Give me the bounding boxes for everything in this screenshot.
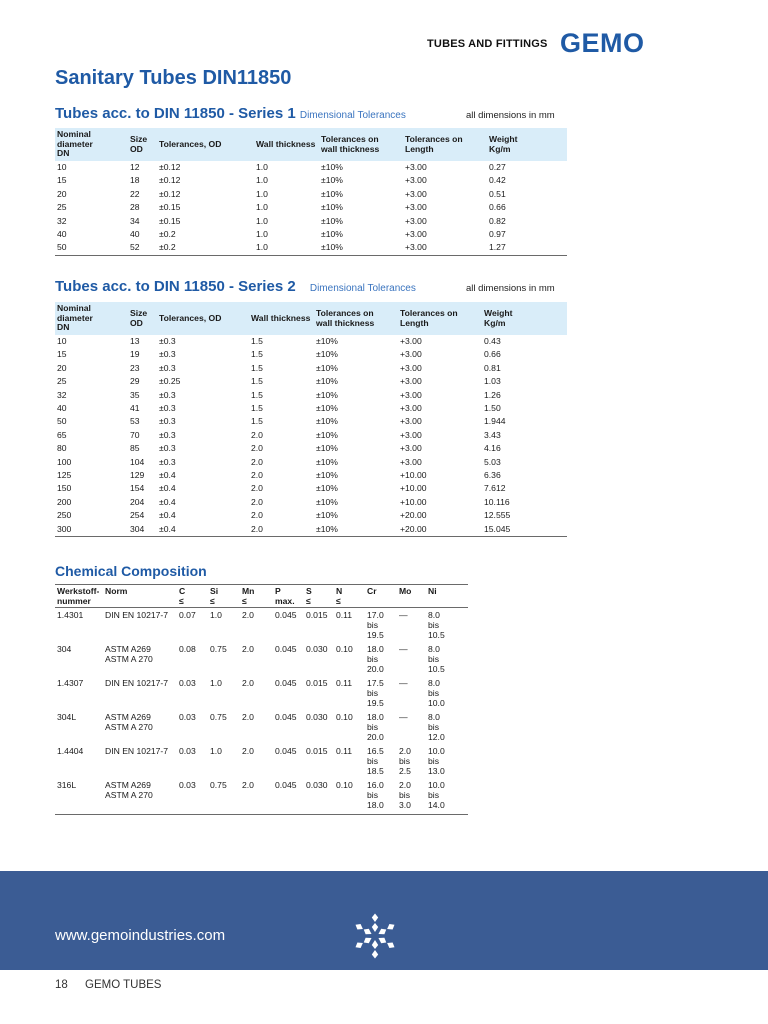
- table-cell: 1.0: [210, 678, 222, 688]
- table-cell: 0.045: [275, 644, 297, 654]
- series1-col-header: Tolerances, OD: [157, 128, 254, 161]
- table-cell: 254: [130, 510, 145, 521]
- table-cell: 23: [130, 362, 140, 373]
- table-cell: 13: [130, 336, 140, 346]
- table-cell: 0.045: [275, 610, 297, 620]
- table-cell: 0.030: [304, 780, 334, 815]
- table-cell: ±10%: [321, 175, 343, 186]
- series2-units-note: all dimensions in mm: [466, 283, 555, 294]
- table-cell: 20: [57, 362, 67, 373]
- table-row: [55, 608, 468, 645]
- series1-units-note: all dimensions in mm: [466, 110, 555, 121]
- table-cell: ±0.25: [159, 376, 181, 387]
- table-cell: 12: [130, 162, 140, 172]
- table-row: [55, 402, 567, 415]
- table-cell: 10.0 bis 13.0: [428, 746, 445, 776]
- table-cell: ±0.4: [159, 470, 176, 481]
- table-cell: 0.11: [336, 678, 353, 688]
- table-row: [55, 375, 567, 388]
- table-row: [55, 482, 567, 495]
- table-row: [55, 429, 567, 442]
- table-cell: ±10%: [316, 470, 338, 481]
- chemical-col-header: C ≤: [177, 585, 208, 608]
- table-cell: ±0.4: [159, 496, 176, 507]
- table-cell: +3.00: [400, 456, 422, 467]
- table-row: [55, 712, 468, 746]
- table-cell: 1.0: [256, 162, 268, 172]
- table-cell: ±0.15: [159, 215, 181, 226]
- table-cell: 0.75: [210, 644, 227, 654]
- table-cell: ±10%: [316, 416, 338, 427]
- table-cell: 0.11: [336, 746, 353, 756]
- table-cell: 150: [57, 483, 72, 494]
- table-cell: DIN EN 10217-7: [105, 746, 169, 756]
- series2-header-row: [55, 302, 567, 335]
- table-cell: ±0.15: [159, 202, 181, 213]
- table-cell: 1.50: [484, 403, 501, 414]
- table-cell: 154: [130, 483, 145, 494]
- table-cell: ±0.12: [159, 175, 181, 186]
- table-row: [55, 348, 567, 361]
- series1-col-header: Wall thickness: [254, 128, 319, 161]
- table-cell: +3.00: [400, 349, 422, 360]
- table-cell: 0.27: [489, 162, 506, 172]
- table-cell: 34: [130, 215, 140, 226]
- table-cell: +10.00: [400, 496, 427, 507]
- table-cell: 0.43: [484, 336, 501, 346]
- table-cell: 0.81: [484, 362, 501, 373]
- table-cell: 22: [130, 188, 140, 199]
- page-number: 18: [55, 979, 68, 991]
- table-cell: 10.116: [484, 496, 510, 507]
- table-row: [55, 241, 567, 255]
- table-cell: 2.0 bis 2.5: [399, 746, 411, 776]
- table-cell: 0.045: [275, 678, 297, 688]
- table-cell: 15: [57, 349, 67, 360]
- table-cell: 0.015: [306, 746, 328, 756]
- table-cell: 29: [130, 376, 140, 387]
- table-cell: 2.0: [242, 712, 254, 722]
- table-cell: 1.5: [251, 403, 263, 414]
- series2-table-body: [55, 335, 567, 537]
- table-cell: ±0.3: [159, 389, 176, 400]
- table-cell: 1.0: [256, 229, 268, 240]
- table-cell: ±10%: [316, 349, 338, 360]
- table-cell: +3.00: [400, 376, 422, 387]
- table-cell: 40: [57, 229, 67, 240]
- table-cell: 3.43: [484, 429, 501, 440]
- chemical-table-body: [55, 608, 468, 815]
- table-cell: 2.0: [251, 483, 263, 494]
- chemical-col-header: S ≤: [304, 585, 334, 608]
- table-row: [55, 509, 567, 522]
- table-cell: 0.75: [208, 780, 240, 815]
- table-cell: 2.0: [251, 510, 263, 521]
- series2-subtitle: Dimensional Tolerances: [309, 283, 416, 294]
- table-cell: 0.08: [179, 644, 196, 654]
- table-cell: ±0.2: [159, 229, 176, 240]
- table-cell: 80: [57, 443, 67, 454]
- table-cell: 20: [57, 188, 67, 199]
- table-cell: 32: [57, 215, 67, 226]
- table-cell: 2.0 bis 3.0: [397, 780, 426, 815]
- table-cell: 2.0: [251, 429, 263, 440]
- table-row: [55, 644, 468, 678]
- table-cell: ±10%: [316, 510, 338, 521]
- table-cell: 0.66: [484, 349, 501, 360]
- table-cell: 0.045: [273, 780, 304, 815]
- table-cell: 10.0 bis 14.0: [426, 780, 468, 815]
- table-cell: 0.66: [489, 202, 506, 213]
- table-cell: 0.015: [306, 678, 328, 688]
- table-cell: 0.03: [179, 746, 196, 756]
- table-cell: ±0.3: [159, 362, 176, 373]
- section-label: TUBES AND FITTINGS: [427, 38, 548, 50]
- table-cell: ±10%: [321, 229, 343, 240]
- chemical-title: Chemical Composition: [55, 563, 207, 579]
- series2-col-header: Weight Kg/m: [482, 302, 567, 335]
- chemical-col-header: Norm: [103, 585, 177, 608]
- table-cell: +3.00: [405, 162, 427, 172]
- table-cell: 1.5: [251, 389, 263, 400]
- table-cell: +3.00: [400, 443, 422, 454]
- table-cell: 304: [57, 644, 72, 654]
- table-cell: 2.0: [242, 644, 254, 654]
- table-row: [55, 523, 567, 537]
- table-cell: 19: [130, 349, 140, 360]
- table-cell: 4.16: [484, 443, 501, 454]
- table-cell: ±0.12: [159, 162, 181, 172]
- table-cell: 10: [57, 162, 67, 172]
- series2-title: [55, 278, 416, 295]
- table-cell: 25: [57, 376, 67, 387]
- table-cell: 70: [130, 429, 140, 440]
- table-cell: 0.015: [306, 610, 328, 620]
- series2-col-header: Nominal diameter DN: [55, 302, 128, 335]
- table-cell: 15: [57, 175, 67, 186]
- table-cell: 2.0: [242, 610, 254, 620]
- table-cell: 18.0 bis 20.0: [367, 712, 384, 742]
- table-cell: 1.0: [210, 610, 222, 620]
- table-cell: ±10%: [316, 362, 338, 373]
- table-row: [55, 188, 567, 201]
- table-cell: ±0.3: [159, 443, 176, 454]
- table-cell: 0.42: [489, 175, 506, 186]
- table-cell: ±10%: [316, 336, 338, 346]
- table-cell: ±0.3: [159, 403, 176, 414]
- series1-subtitle: Dimensional Tolerances: [299, 110, 406, 121]
- brand-logo: GEMO: [560, 28, 645, 58]
- table-cell: 8.0 bis 10.5: [428, 644, 445, 674]
- table-cell: ±10%: [316, 443, 338, 454]
- table-cell: 41: [130, 403, 140, 414]
- table-cell: 18: [130, 175, 140, 186]
- table-cell: 0.10: [336, 712, 353, 722]
- table-cell: ±10%: [316, 403, 338, 414]
- table-cell: 1.0: [210, 746, 222, 756]
- table-cell: 65: [57, 429, 67, 440]
- series2-table: [55, 302, 567, 537]
- table-cell: 2.0: [251, 443, 263, 454]
- table-row: [55, 161, 567, 174]
- table-cell: 1.03: [484, 376, 501, 387]
- table-cell: 0.030: [306, 712, 328, 722]
- table-cell: ±0.4: [157, 523, 249, 537]
- chemical-col-header: Werkstoff- nummer: [55, 585, 103, 608]
- table-cell: 2.0: [242, 746, 254, 756]
- table-cell: 8.0 bis 10.0: [428, 678, 445, 708]
- chemical-col-header: Mo: [397, 585, 426, 608]
- table-cell: +3.00: [405, 229, 427, 240]
- table-cell: 17.0 bis 19.5: [367, 610, 384, 640]
- table-cell: 100: [57, 456, 72, 467]
- table-cell: 40: [57, 403, 67, 414]
- table-cell: 1.0: [256, 175, 268, 186]
- table-cell: —: [399, 678, 408, 688]
- table-cell: ±0.3: [159, 336, 176, 346]
- table-cell: ±10%: [316, 429, 338, 440]
- table-cell: ±0.3: [159, 416, 176, 427]
- table-cell: +20.00: [400, 510, 427, 521]
- table-cell: —: [399, 644, 408, 654]
- series1-col-header: Size OD: [128, 128, 157, 161]
- table-cell: 0.07: [179, 610, 196, 620]
- series1-title: [55, 105, 406, 122]
- table-cell: ASTM A269 ASTM A 270: [103, 780, 177, 815]
- series2-col-header: Tolerances on Length: [398, 302, 482, 335]
- table-cell: 2.0: [251, 470, 263, 481]
- table-cell: 32: [57, 389, 67, 400]
- table-row: [55, 415, 567, 428]
- table-cell: 53: [130, 416, 140, 427]
- table-cell: +3.00: [400, 389, 422, 400]
- table-cell: 2.0: [240, 780, 273, 815]
- table-cell: 52: [128, 241, 157, 255]
- table-cell: +3.00: [405, 175, 427, 186]
- chemical-header-row: [55, 585, 468, 608]
- table-cell: ASTM A269 ASTM A 270: [105, 712, 153, 732]
- table-cell: ±0.3: [159, 429, 176, 440]
- table-cell: 5.03: [484, 456, 501, 467]
- chemical-col-header: P max.: [273, 585, 304, 608]
- table-cell: 12.555: [484, 510, 511, 521]
- table-cell: ±0.3: [159, 349, 176, 360]
- table-cell: 0.97: [489, 229, 506, 240]
- table-row: [55, 469, 567, 482]
- website-link[interactable]: www.gemoindustries.com: [55, 927, 226, 944]
- table-cell: ±10%: [316, 483, 338, 494]
- table-cell: 304: [128, 523, 157, 537]
- table-cell: ±10%: [321, 202, 343, 213]
- table-cell: +3.00: [400, 362, 422, 373]
- chemical-col-header: Mn ≤: [240, 585, 273, 608]
- table-cell: 6.36: [484, 470, 501, 481]
- table-cell: 0.030: [306, 644, 328, 654]
- series2-col-header: Wall thickness: [249, 302, 314, 335]
- chemical-table: [55, 584, 468, 815]
- series1-col-header: Weight Kg/m: [487, 128, 567, 161]
- table-cell: 16.0 bis 18.0: [365, 780, 397, 815]
- table-cell: 304L: [57, 712, 77, 722]
- table-cell: —: [399, 610, 408, 620]
- table-cell: 1.0: [256, 188, 268, 199]
- table-cell: 50: [57, 416, 67, 427]
- table-cell: 15.045: [482, 523, 567, 537]
- table-cell: +3.00: [400, 416, 422, 427]
- table-row: [55, 335, 567, 348]
- table-row: [55, 442, 567, 455]
- table-cell: 35: [130, 389, 140, 400]
- table-cell: 0.51: [489, 188, 506, 199]
- table-cell: +20.00: [398, 523, 482, 537]
- table-cell: 1.0: [254, 241, 319, 255]
- table-cell: 1.4307: [57, 678, 84, 688]
- table-cell: ±10%: [316, 496, 338, 507]
- table-cell: 204: [130, 496, 145, 507]
- table-cell: 2.0: [242, 678, 254, 688]
- table-cell: 316L: [55, 780, 103, 815]
- table-cell: 1.5: [251, 362, 263, 373]
- table-cell: ±10%: [321, 188, 343, 199]
- table-cell: ±10%: [314, 523, 398, 537]
- table-cell: +3.00: [403, 241, 487, 255]
- table-cell: +3.00: [400, 429, 422, 440]
- table-cell: 50: [55, 241, 128, 255]
- table-cell: 1.5: [251, 416, 263, 427]
- series1-col-header: Tolerances on Length: [403, 128, 487, 161]
- table-cell: ±0.12: [159, 188, 181, 199]
- table-cell: 10: [57, 336, 67, 346]
- table-cell: 85: [130, 443, 140, 454]
- table-cell: 25: [57, 202, 67, 213]
- table-row: [55, 228, 567, 241]
- chemical-col-header: Si ≤: [208, 585, 240, 608]
- table-cell: DIN EN 10217-7: [105, 610, 169, 620]
- table-cell: 0.03: [177, 780, 208, 815]
- table-cell: 0.10: [336, 644, 353, 654]
- table-cell: 2.0: [251, 496, 263, 507]
- table-cell: ±10%: [321, 162, 343, 172]
- table-cell: +3.00: [405, 202, 427, 213]
- table-row: [55, 496, 567, 509]
- series1-table: [55, 128, 567, 256]
- table-cell: ASTM A269 ASTM A 270: [105, 644, 153, 664]
- table-cell: 1.944: [484, 416, 506, 427]
- series2-col-header: Size OD: [128, 302, 157, 335]
- table-cell: 0.045: [275, 746, 297, 756]
- chemical-col-header: Cr: [365, 585, 397, 608]
- table-cell: 0.045: [275, 712, 297, 722]
- table-cell: 0.75: [210, 712, 227, 722]
- table-cell: ±10%: [316, 456, 338, 467]
- table-cell: +3.00: [405, 188, 427, 199]
- series2-title-text: Tubes acc. to DIN 11850 - Series 2: [55, 278, 296, 295]
- table-row: [55, 780, 468, 815]
- table-cell: ±10%: [316, 376, 338, 387]
- table-cell: 1.0: [256, 202, 268, 213]
- table-cell: 2.0: [251, 456, 263, 467]
- snowflake-star-icon: [355, 913, 395, 964]
- table-cell: 0.11: [336, 610, 353, 620]
- table-cell: +3.00: [400, 403, 422, 414]
- table-cell: 1.5: [251, 376, 263, 387]
- table-cell: ±0.4: [159, 483, 176, 494]
- table-cell: 7.612: [484, 483, 506, 494]
- series1-table-body: [55, 161, 567, 255]
- series1-header-row: [55, 128, 567, 161]
- table-cell: DIN EN 10217-7: [105, 678, 169, 688]
- series1-col-header: Tolerances on wall thickness: [319, 128, 403, 161]
- table-row: [55, 389, 567, 402]
- table-cell: 1.4301: [57, 610, 84, 620]
- table-cell: 0.03: [179, 712, 196, 722]
- page-title: Sanitary Tubes DIN11850: [55, 67, 292, 89]
- table-row: [55, 201, 567, 214]
- table-row: [55, 678, 468, 712]
- series2-col-header: Tolerances, OD: [157, 302, 249, 335]
- table-cell: 1.26: [484, 389, 501, 400]
- table-row: [55, 362, 567, 375]
- table-cell: 250: [57, 510, 72, 521]
- table-cell: 200: [57, 496, 72, 507]
- table-cell: 16.5 bis 18.5: [367, 746, 384, 776]
- publication-name: GEMO TUBES: [85, 979, 162, 991]
- table-cell: 1.4404: [57, 746, 84, 756]
- table-cell: +3.00: [400, 336, 422, 346]
- series1-col-header: Nominal diameter DN: [55, 128, 128, 161]
- table-cell: ±10%: [319, 241, 403, 255]
- chemical-col-header: N ≤: [334, 585, 365, 608]
- table-row: [55, 746, 468, 780]
- table-cell: 129: [130, 470, 145, 481]
- table-cell: 8.0 bis 10.5: [428, 610, 445, 640]
- table-cell: 0.82: [489, 215, 506, 226]
- table-cell: 0.03: [179, 678, 196, 688]
- series1-title-text: Tubes acc. to DIN 11850 - Series 1: [55, 105, 296, 122]
- table-cell: ±10%: [316, 389, 338, 400]
- table-cell: 1.27: [487, 241, 567, 255]
- table-cell: 1.5: [251, 336, 263, 346]
- table-cell: 18.0 bis 20.0: [367, 644, 384, 674]
- table-cell: 125: [57, 470, 72, 481]
- table-cell: 2.0: [249, 523, 314, 537]
- table-cell: 1.0: [256, 215, 268, 226]
- table-row: [55, 456, 567, 469]
- table-cell: 104: [130, 456, 145, 467]
- chemical-col-header: Ni: [426, 585, 468, 608]
- table-cell: 0.10: [334, 780, 365, 815]
- table-cell: 300: [55, 523, 128, 537]
- table-cell: 1.5: [251, 349, 263, 360]
- table-cell: 8.0 bis 12.0: [428, 712, 445, 742]
- table-cell: 28: [130, 202, 140, 213]
- table-cell: ±10%: [321, 215, 343, 226]
- table-cell: +3.00: [405, 215, 427, 226]
- series2-col-header: Tolerances on wall thickness: [314, 302, 398, 335]
- table-cell: +10.00: [400, 470, 427, 481]
- table-row: [55, 174, 567, 187]
- table-cell: ±0.2: [157, 241, 254, 255]
- table-cell: —: [399, 712, 408, 722]
- table-cell: +10.00: [400, 483, 427, 494]
- table-row: [55, 215, 567, 228]
- table-cell: 17.5 bis 19.5: [367, 678, 384, 708]
- table-cell: ±0.4: [159, 510, 176, 521]
- table-cell: 40: [130, 229, 140, 240]
- page-footer: [55, 979, 161, 991]
- table-cell: ±0.3: [159, 456, 176, 467]
